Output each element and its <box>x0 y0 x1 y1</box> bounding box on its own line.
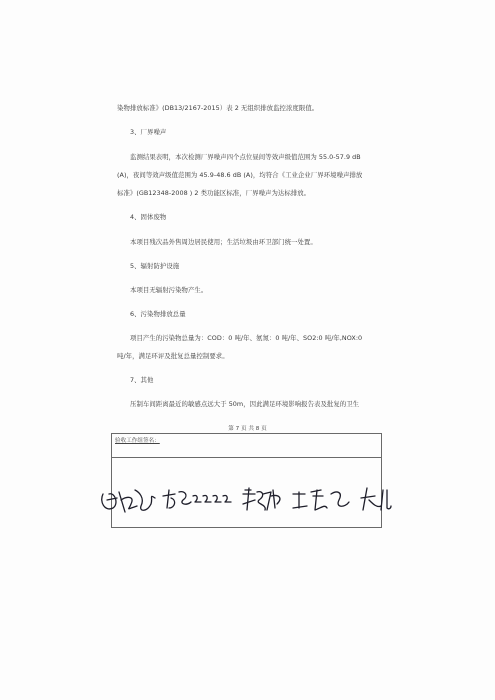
signature-label: 验收工作组签名： <box>115 438 160 444</box>
page-footer: 第 7 页 共 8 页 <box>228 426 267 432</box>
signature-divider <box>112 457 381 458</box>
handwritten-signatures <box>95 478 395 518</box>
paragraph-solid-waste: 本项目残次品外售周边居民使用；生活垃圾由环卫部门统一处置。 <box>130 238 317 246</box>
paragraph-noise-line-2: (A)，夜间等效声级值范围为 45.9-48.6 dB (A)，均符合《工业企业厂界环境噪声排放 <box>117 171 363 179</box>
paragraph-noise-line-3: 标准》(GB12348-2008 ) 2 类功能区标准，厂界噪声为达标排放。 <box>117 189 311 197</box>
heading-boundary-noise: 3、厂界噪声 <box>130 128 167 136</box>
paragraph-other: 压制车间距离最近的敏感点远大于 50m，因此满足环境影响报告表及批复的卫生 <box>130 400 360 408</box>
heading-radiation: 5、辐射防护设施 <box>130 262 180 270</box>
heading-other: 7、其他 <box>130 376 154 384</box>
paragraph-pollutant-line-2: 吨/年，满足环评及批复总量控制要求。 <box>117 352 229 360</box>
paragraph-noise-line-1: 监测结果表明，本次检测厂界噪声四个点位昼间等效声级值范围为 55.0-57.9 dB <box>130 153 361 161</box>
paragraph-pollutant-line-1: 项目产生的污染物总量为：COD：0 吨/年、氨氮：0 吨/年、SO2:0 吨/年,NOX:0 <box>130 334 363 342</box>
heading-solid-waste: 4、固体废物 <box>130 213 167 221</box>
heading-pollutant-total: 6、污染物排放总量 <box>130 310 186 318</box>
paragraph-standard-tail: 染物排放标准》(DB13/2167-2015）表 2 无组织排放监控浓度限值。 <box>117 104 319 112</box>
paragraph-radiation: 本项目无辐射污染物产生。 <box>130 286 208 294</box>
